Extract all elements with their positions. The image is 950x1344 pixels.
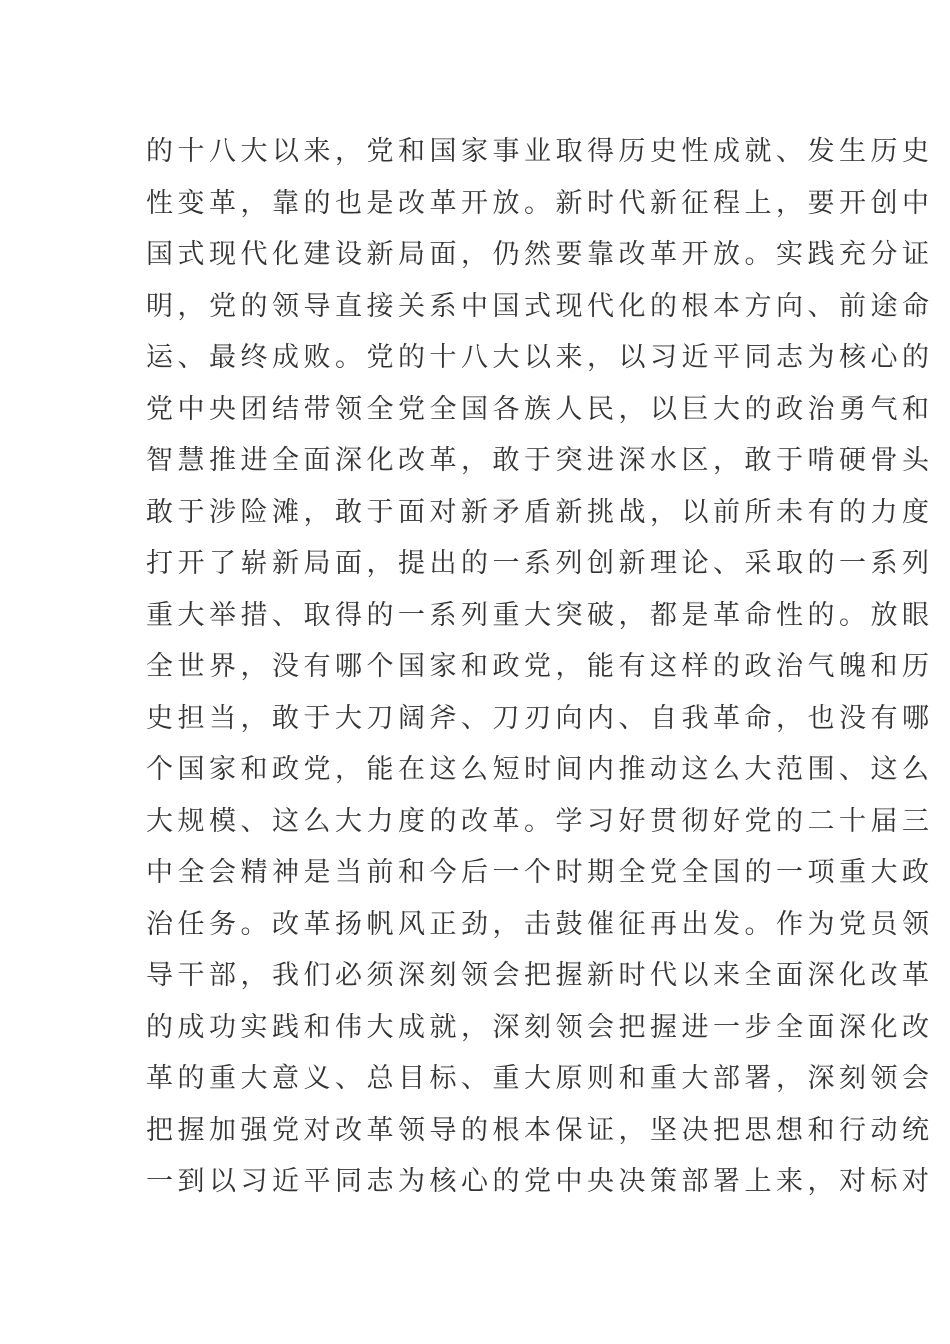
- text-line: 革的重大意义、总目标、重大原则和重大部署，深刻领会: [146, 1063, 934, 1094]
- text-line: 性变革，靠的也是改革开放。新时代新征程上，要开创中: [146, 187, 934, 219]
- text-line: 国式现代化建设新局面，仍然要靠改革开放。实践充分证: [146, 239, 934, 270]
- text-line: 敢于涉险滩，敢于面对新矛盾新挑战，以前所未有的力度: [146, 496, 934, 528]
- text-line: 治任务。改革扬帆风正劲，击鼓催征再出发。作为党员领: [146, 908, 934, 940]
- text-line: 把握加强党对改革领导的根本保证，坚决把思想和行动统: [146, 1114, 934, 1146]
- text-line: 的十八大以来，党和国家事业取得历史性成就、发生历史: [146, 136, 934, 167]
- text-line: 智慧推进全面深化改革，敢于突进深水区，敢于啃硬骨头: [146, 445, 934, 476]
- body-paragraph: [146, 126, 934, 1208]
- text-line: 重大举措、取得的一系列重大突破，都是革命性的。放眼: [146, 599, 934, 631]
- text-line: 导干部，我们必须深刻领会把握新时代以来全面深化改革: [146, 960, 934, 991]
- text-line: 中全会精神是当前和今后一个时期全党全国的一项重大政: [146, 857, 934, 888]
- text-line: 个国家和政党，能在这么短时间内推动这么大范围、这么: [146, 754, 934, 785]
- text-line: 明，党的领导直接关系中国式现代化的根本方向、前途命: [146, 290, 934, 322]
- text-line: 一到以习近平同志为核心的党中央决策部署上来，对标对: [146, 1166, 934, 1197]
- text-line: 史担当，敢于大刀阔斧、刀刃向内、自我革命，也没有哪: [146, 702, 934, 734]
- text-line: 运、最终成败。党的十八大以来，以习近平同志为核心的: [146, 342, 934, 373]
- text-line: 党中央团结带领全党全国各族人民，以巨大的政治勇气和: [146, 393, 934, 425]
- text-line: 的成功实践和伟大成就，深刻领会把握进一步全面深化改: [146, 1011, 934, 1043]
- text-line: 全世界，没有哪个国家和政党，能有这样的政治气魄和历: [146, 651, 934, 682]
- text-line: 打开了崭新局面，提出的一系列创新理论、采取的一系列: [146, 548, 934, 579]
- text-line: 大规模、这么大力度的改革。学习好贯彻好党的二十届三: [146, 805, 934, 837]
